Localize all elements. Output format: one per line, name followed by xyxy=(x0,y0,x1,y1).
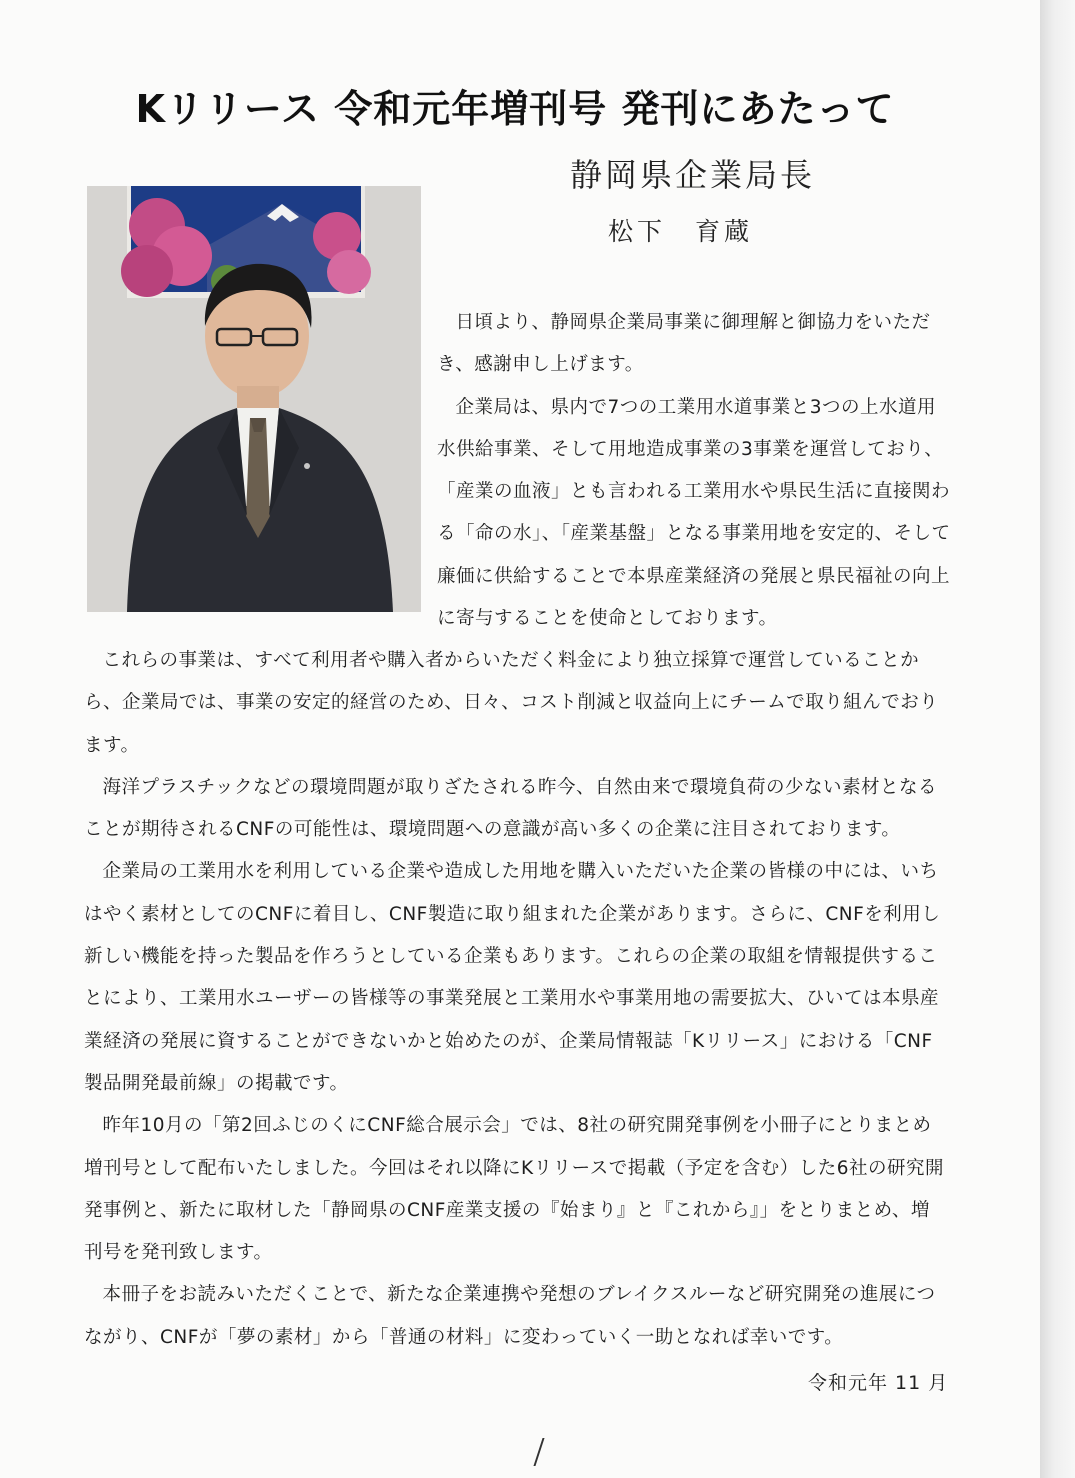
portrait-photo xyxy=(87,186,421,612)
body-paragraph: 海洋プラスチックなどの環境問題が取りざたされる昨今、自然由来で環境負荷の少ない素材となることが期待されるCNFの可能性は、環境問題への意識が高い多くの企業に注目されております。 xyxy=(84,776,938,841)
body-paragraph: 本冊子をお読みいただくことで、新たな企業連携や発想のブレイクスルーなど研究開発の進展につながり、CNFが「夢の素材」から「普通の材料」に変わっていく一助となれば幸いです。 xyxy=(84,1284,936,1348)
body-paragraph: 昨年10月の「第2回ふじのくにCNF総合展示会」では、8社の研究開発事例を小冊子にとりまとめ増刊号として配布いたしました。今回はそれ以降にKリリースで掲載（予定を含む）した6社の研究開発事例と、新たに取材した「静岡県のCNF産業支援の『始まり』と『これから』」をとりまとめ、増刊号を発刊致します。 xyxy=(84,1115,944,1264)
body-paragraph: これらの事業は、すべて利用者や購入者からいただく料金により独立採算で運営していることから、企業局では、事業の安定的経営のため、日々、コスト削減と収益向上にチームで取り組んでおります。 xyxy=(84,650,939,756)
document-title: Kリリース 令和元年増刊号 発刊にあたって xyxy=(135,87,895,131)
body-section xyxy=(84,640,946,1359)
intro-paragraph: 企業局は、県内で7つの工業用水道事業と3つの上水道用水供給事業、そして用地造成事業の3事業を運営しており、「産業の血液」とも言われる工業用水や県民生活に直接関わる「命の水」、「産業基盤」となる事業用地を安定的、そして廉価に供給することで本県産業経済の発展と県民福祉の向上に寄与することを使命としております。 xyxy=(437,396,951,630)
intro-paragraph: 日頃より、静岡県企業局事業に御理解と御協力をいただき、感謝申し上げます。 xyxy=(437,312,931,376)
body-paragraph: 企業局の工業用水を利用している企業や造成した用地を購入いただいた企業の皆様の中には、いちはやく素材としてのCNFに着目し、CNF製造に取り組まれた企業があります。さらに、CNFを利用し新しい機能を持った製品を作ろうとしている企業もあります。これらの企業の取組を情報提供することにより、工業用水ユーザーの皆様等の事業発展と工業用水や事業用地の需要拡大、ひいては本県産業経済の発展に資することができないかと始めたのが、企業局情報誌「Kリリース」における「CNF製品開発最前線」の掲載です。 xyxy=(84,861,941,1094)
document-date: 令和元年 11 月 xyxy=(808,1372,949,1394)
author-name: 松下 育蔵 xyxy=(608,217,754,246)
author-role: 静岡県企業局長 xyxy=(570,156,816,194)
page-edge xyxy=(1040,0,1075,1478)
intro-section xyxy=(437,302,952,640)
